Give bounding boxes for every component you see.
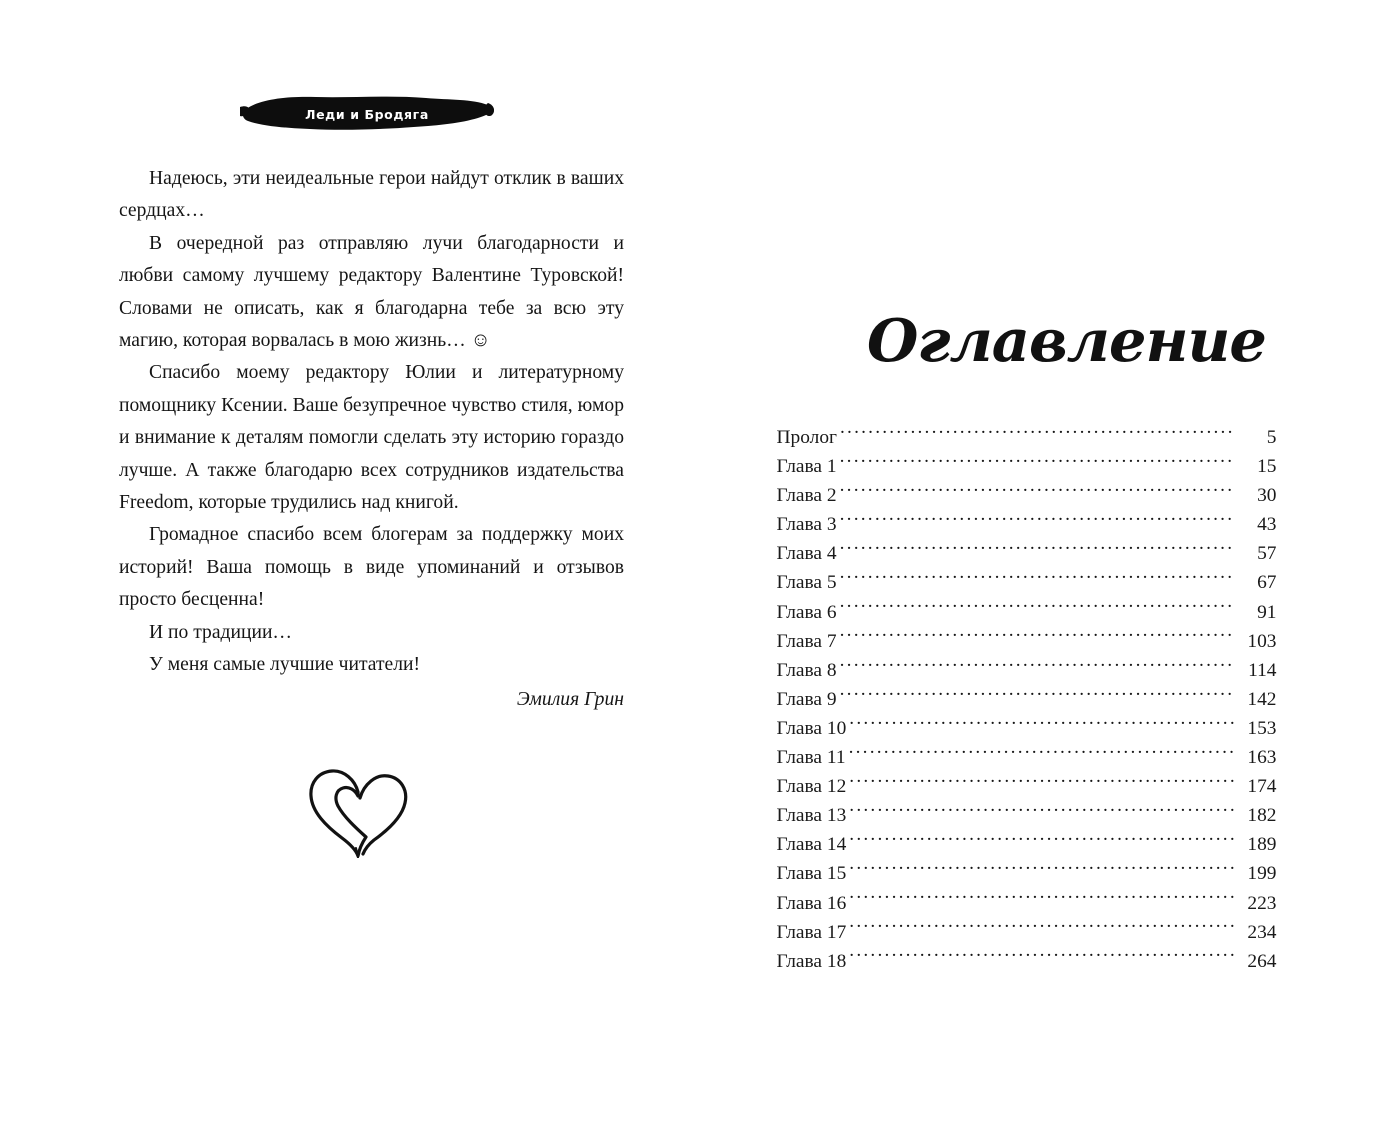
toc-entry-label: Глава 12 xyxy=(776,776,847,798)
toc-entry-page: 174 xyxy=(1247,776,1277,798)
leader-dots xyxy=(840,598,1234,617)
leader-dots xyxy=(840,511,1234,530)
toc-entry[interactable] xyxy=(777,627,1277,656)
toc-entry-page: 182 xyxy=(1247,805,1277,827)
heart-icon xyxy=(306,762,410,858)
toc-entry[interactable] xyxy=(777,539,1277,568)
paragraph: И по традиции… xyxy=(149,621,293,643)
leader-dots xyxy=(840,482,1234,501)
table-of-contents xyxy=(777,423,1277,976)
brush-banner xyxy=(240,93,494,135)
leader-dots xyxy=(849,802,1233,821)
toc-entry-label: Глава 16 xyxy=(776,892,847,914)
toc-entry-label: Глава 9 xyxy=(776,688,837,710)
leader-dots xyxy=(849,918,1233,937)
toc-entry-label: Глава 5 xyxy=(776,572,837,594)
toc-entry[interactable] xyxy=(777,772,1277,801)
toc-entry[interactable] xyxy=(777,918,1277,947)
toc-entry-label: Глава 14 xyxy=(776,834,847,856)
leader-dots xyxy=(840,424,1234,443)
toc-entry-label: Глава 13 xyxy=(776,805,847,827)
toc-entry-page: 163 xyxy=(1247,747,1277,769)
toc-entry-page: 142 xyxy=(1247,688,1277,710)
paragraph: Спасибо моему редактору Юлии и литературному помощнику Ксении. Ваше безупречное чувство стиля, юмор и внимание к деталям помогли сделать эту историю гораздо лучше. А также благодарю всех сотрудников издательства Freedom, которые трудились над книгой. xyxy=(119,362,624,514)
toc-entry-label: Глава 17 xyxy=(776,921,847,943)
toc-entry-page: 43 xyxy=(1257,514,1277,536)
leader-dots xyxy=(840,656,1234,675)
toc-entry[interactable] xyxy=(777,947,1277,976)
toc-entry[interactable] xyxy=(777,743,1277,772)
toc-entry-label: Глава 8 xyxy=(776,659,837,681)
toc-entry-page: 264 xyxy=(1247,950,1277,972)
toc-entry[interactable] xyxy=(777,859,1277,888)
toc-entry[interactable] xyxy=(777,452,1277,481)
leader-dots xyxy=(849,744,1234,763)
toc-entry[interactable] xyxy=(777,685,1277,714)
toc-entry-label: Глава 3 xyxy=(776,514,837,536)
toc-entry[interactable] xyxy=(777,714,1277,743)
leader-dots xyxy=(840,627,1234,646)
banner-label: Леди и Бродяга xyxy=(305,106,429,122)
paragraph: В очередной раз отправляю лучи благодарности и любви самому лучшему редактору Валентине Туровской! Словами не описать, как я благодарна тебе за всю эту магию, которая ворвалась в мою жизнь… ☺ xyxy=(119,232,624,352)
paragraph: У меня самые лучшие читатели! xyxy=(149,654,421,676)
leader-dots xyxy=(840,685,1234,704)
toc-entry-page: 103 xyxy=(1247,630,1277,652)
toc-entry-page: 114 xyxy=(1248,659,1277,681)
toc-entry-label: Глава 4 xyxy=(776,543,837,565)
toc-entry[interactable] xyxy=(777,510,1277,539)
toc-entry-label: Глава 11 xyxy=(776,747,846,769)
toc-entry-label: Глава 18 xyxy=(776,950,847,972)
toc-entry-page: 234 xyxy=(1247,921,1277,943)
toc-entry-page: 57 xyxy=(1257,543,1277,565)
toc-entry-label: Пролог xyxy=(776,427,837,448)
leader-dots xyxy=(849,715,1233,734)
toc-entry[interactable] xyxy=(777,568,1277,597)
toc-entry-page: 91 xyxy=(1257,601,1277,623)
toc-entry[interactable] xyxy=(777,481,1277,510)
toc-entry-page: 153 xyxy=(1247,717,1277,739)
author-signature: Эмилия Грин xyxy=(516,688,624,710)
page-title: Оглавление xyxy=(867,306,1266,375)
paragraph: Надеюсь, эти неидеальные герои найдут отклик в ваших сердцах… xyxy=(119,168,624,222)
leader-dots xyxy=(849,947,1233,966)
toc-entry[interactable] xyxy=(777,423,1277,452)
leader-dots xyxy=(849,860,1233,879)
toc-entry-label: Глава 6 xyxy=(776,601,837,623)
leader-dots xyxy=(840,540,1234,559)
toc-entry-page: 189 xyxy=(1247,834,1277,856)
toc-entry-page: 5 xyxy=(1266,427,1277,448)
toc-entry[interactable] xyxy=(777,889,1277,918)
toc-entry[interactable] xyxy=(777,830,1277,859)
toc-entry-label: Глава 7 xyxy=(776,630,837,652)
toc-entry[interactable] xyxy=(777,801,1277,830)
leader-dots xyxy=(849,889,1233,908)
leader-dots xyxy=(840,453,1234,472)
right-page xyxy=(697,0,1393,1125)
paragraph: Громадное спасибо всем блогерам за поддержку моих историй! Ваша помощь в виде упоминаний и отзывов просто бесценна! xyxy=(119,524,624,611)
leader-dots xyxy=(840,569,1234,588)
toc-entry-label: Глава 1 xyxy=(776,456,837,478)
acknowledgements-text xyxy=(119,163,624,716)
toc-entry-label: Глава 10 xyxy=(776,717,847,739)
leader-dots xyxy=(849,831,1233,850)
toc-entry[interactable] xyxy=(777,598,1277,627)
toc-entry-label: Глава 15 xyxy=(776,863,847,885)
toc-entry-page: 15 xyxy=(1257,456,1277,478)
toc-entry-page: 30 xyxy=(1257,485,1277,507)
toc-entry-page: 223 xyxy=(1247,892,1277,914)
toc-entry-label: Глава 2 xyxy=(776,485,837,507)
leader-dots xyxy=(849,773,1233,792)
toc-entry-page: 199 xyxy=(1247,863,1277,885)
toc-entry-page: 67 xyxy=(1257,572,1277,594)
toc-entry[interactable] xyxy=(777,656,1277,685)
